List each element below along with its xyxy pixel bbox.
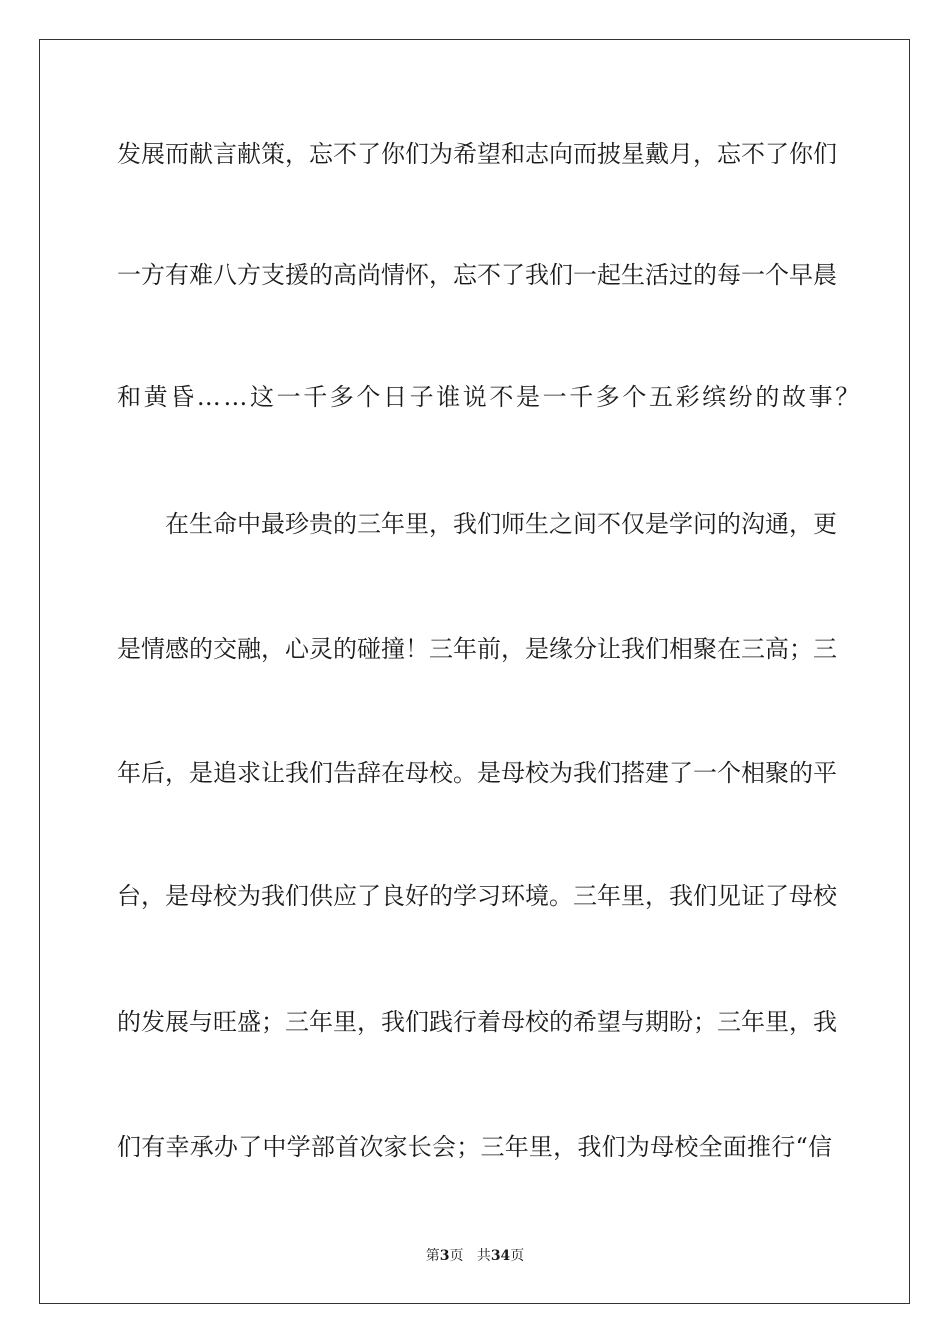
text-line-3: 和黄昏……这一千多个日子谁说不是一千多个五彩缤纷的故事？ <box>117 383 862 411</box>
page-border <box>39 39 910 1304</box>
footer-total-prefix: 共 <box>476 1248 491 1264</box>
footer-total-pages: 34 <box>490 1248 511 1264</box>
text-line-2: 一方有难八方支援的高尚情怀，忘不了我们一起生活过的每一个早晨 <box>117 261 837 289</box>
footer-page-suffix: 页 <box>449 1248 464 1264</box>
text-line-1: 发展而献言献策，忘不了你们为希望和志向而披星戴月，忘不了你们 <box>117 140 837 168</box>
text-line-9: 们有幸承办了中学部首次家长会；三年里，我们为母校全面推行“信 <box>117 1133 832 1161</box>
footer-page-prefix: 第 <box>425 1248 440 1264</box>
text-line-8: 的发展与旺盛；三年里，我们践行着母校的希望与期盼；三年里，我 <box>117 1008 837 1036</box>
text-line-6: 年后，是追求让我们告辞在母校。是母校为我们搭建了一个相聚的平 <box>117 759 837 787</box>
page-footer <box>0 1247 950 1265</box>
text-line-5: 是情感的交融，心灵的碰撞！三年前，是缘分让我们相聚在三高；三 <box>117 635 837 663</box>
text-line-4: 在生命中最珍贵的三年里，我们师生之间不仅是学问的沟通，更 <box>165 510 837 538</box>
footer-total-suffix: 页 <box>510 1248 525 1264</box>
footer-page-number: 3 <box>439 1248 450 1264</box>
text-line-7: 台，是母校为我们供应了良好的学习环境。三年里，我们见证了母校 <box>117 882 837 910</box>
